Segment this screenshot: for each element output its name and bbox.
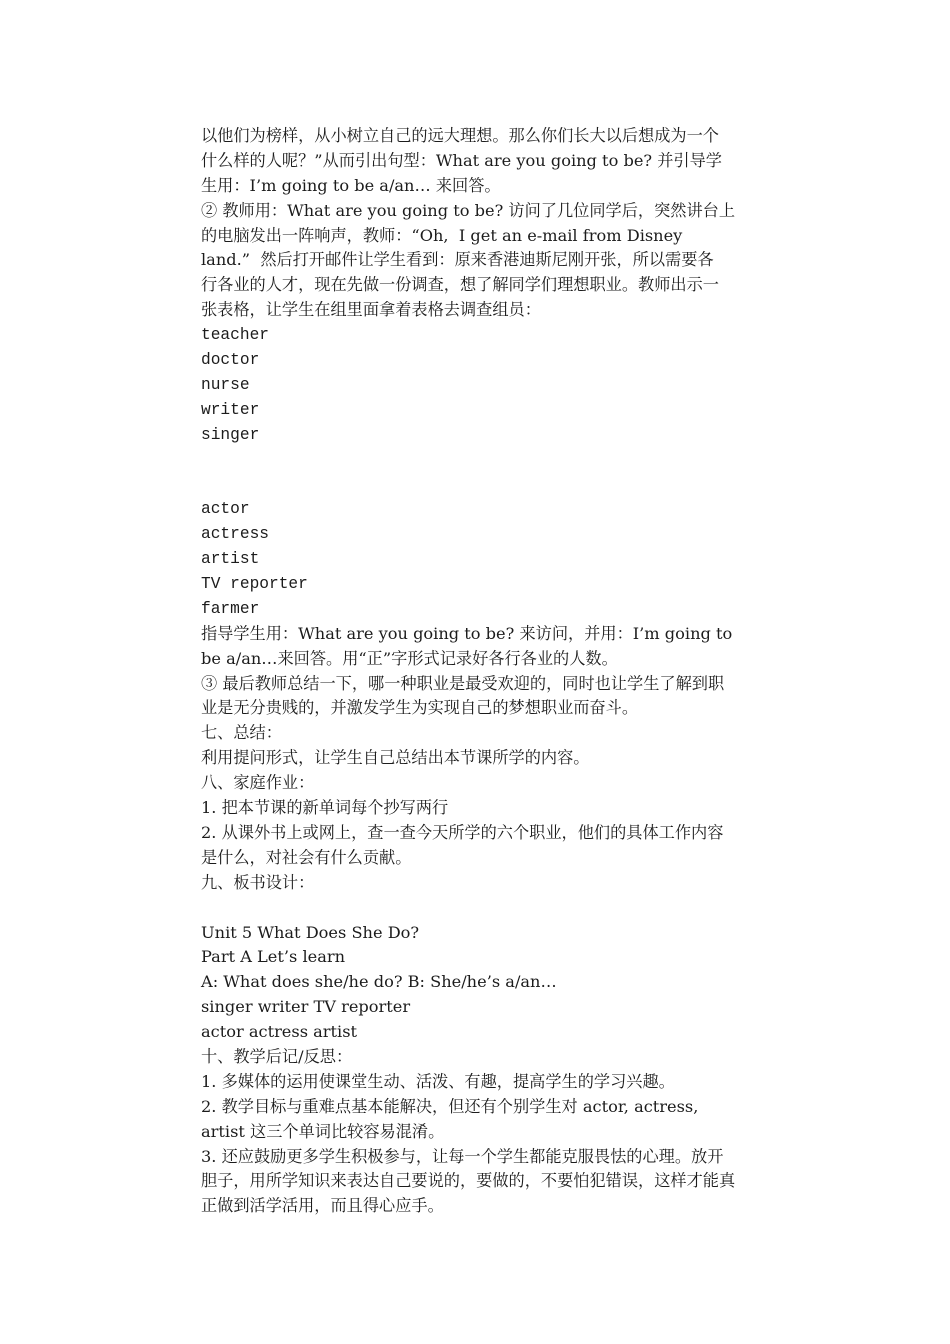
job-item: doctor [201, 351, 260, 370]
text-line: 生用：I’m going to be a/an… 来回答。 [201, 175, 501, 195]
job-list-2 [201, 497, 816, 621]
document-page [201, 124, 816, 1219]
spacer [201, 472, 816, 497]
text-line: ② 教师用：What are you going to be? 访问了几位同学后，突然讲台上 [201, 200, 736, 220]
text-line: land.” 然后打开邮件让学生看到：原来香港迪斯尼刚开张，所以需要各 [201, 250, 714, 270]
job-item: farmer [201, 599, 260, 618]
text-line: 行各业的人才，现在先做一份调查，想了解同学们理想职业。教师出示一 [201, 275, 719, 295]
text-line: 3. 还应鼓励更多学生积极参与，让每一个学生都能克服畏怯的心理。放开 [201, 1146, 724, 1166]
spacer [201, 896, 816, 921]
text-line: be a/an…来回答。用“正”字形式记录好各行各业的人数。 [201, 648, 618, 668]
board-line: A: What does she/he do? B: She/he’s a/an… [201, 972, 557, 992]
text-line: 张表格，让学生在组里面拿着表格去调查组员： [201, 300, 541, 320]
text-line: 利用提问形式，让学生自己总结出本节课所学的内容。 [201, 748, 590, 768]
spacer [201, 448, 816, 473]
text-line: ③ 最后教师总结一下，哪一种职业是最受欢迎的，同时也让学生了解到职 [201, 673, 725, 693]
section-homework [201, 771, 816, 871]
section-heading: 七、总结： [201, 723, 282, 743]
text-line: 2. 教学目标与重难点基本能解决，但还有个别学生对 actor, actress, [201, 1096, 699, 1116]
text-line: 业是无分贵贱的，并激发学生为实现自己的梦想职业而奋斗。 [201, 698, 639, 718]
section-summary [201, 721, 816, 771]
text-line: 什么样的人呢？”从而引出句型：What are you going to be? 并引导学 [201, 150, 722, 170]
section-heading: 八、家庭作业： [201, 773, 315, 793]
text-line: 以他们为榜样，从小树立自己的远大理想。那么你们长大以后想成为一个 [201, 126, 719, 145]
text-line: 是什么，对社会有什么贡献。 [201, 847, 412, 867]
text-line: 1. 多媒体的运用使课堂生动、活泼、有趣，提高学生的学习兴趣。 [201, 1071, 675, 1091]
text-line: artist 这三个单词比较容易混淆。 [201, 1121, 445, 1141]
job-item: singer [201, 425, 260, 444]
text-line: 胆子，用所学知识来表达自己要说的，要做的，不要怕犯错误，这样才能真 [201, 1171, 736, 1191]
board-line: Unit 5 What Does She Do? [201, 922, 420, 942]
job-item: actor [201, 500, 250, 519]
board-line: Part A Let’s learn [201, 947, 346, 967]
board-line: actor actress artist [201, 1022, 358, 1042]
job-item: actress [201, 525, 269, 544]
section-heading: 九、板书设计： [201, 872, 315, 892]
job-item: nurse [201, 375, 250, 394]
text-line: 2. 从课外书上或网上，查一查今天所学的六个职业，他们的具体工作内容 [201, 822, 724, 842]
job-list-1 [201, 323, 816, 447]
text-line: 1. 把本节课的新单词每个抄写两行 [201, 798, 449, 818]
paragraph-survey [201, 199, 816, 323]
section-reflection [201, 1045, 816, 1219]
text-line: 的电脑发出一阵响声，教师：“Oh, I get an e-mail from Disney [201, 225, 683, 245]
paragraph-guidance [201, 622, 816, 722]
text-line: 指导学生用：What are you going to be? 来访问，并用：I’m going to [201, 623, 733, 643]
paragraph-intro [201, 124, 816, 199]
text-line: 正做到活学活用，而且得心应手。 [201, 1196, 444, 1216]
job-item: artist [201, 550, 260, 569]
section-board-design [201, 871, 816, 1045]
job-item: TV reporter [201, 575, 308, 594]
job-item: teacher [201, 326, 269, 345]
section-heading: 十、教学后记/反思： [201, 1046, 353, 1066]
job-item: writer [201, 400, 260, 419]
board-line: singer writer TV reporter [201, 997, 411, 1017]
